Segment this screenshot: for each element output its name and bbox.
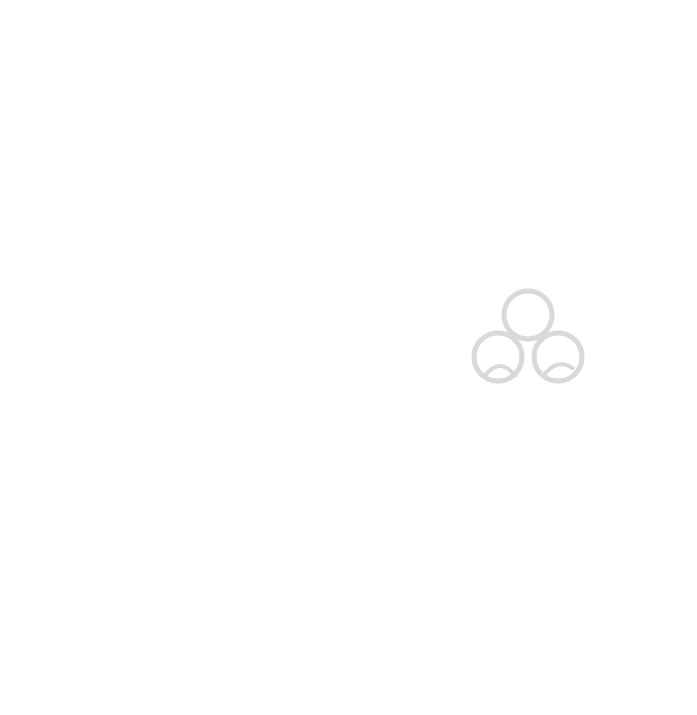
mdeq-logo-icon — [470, 285, 588, 405]
mdeq-watermark — [470, 285, 588, 445]
